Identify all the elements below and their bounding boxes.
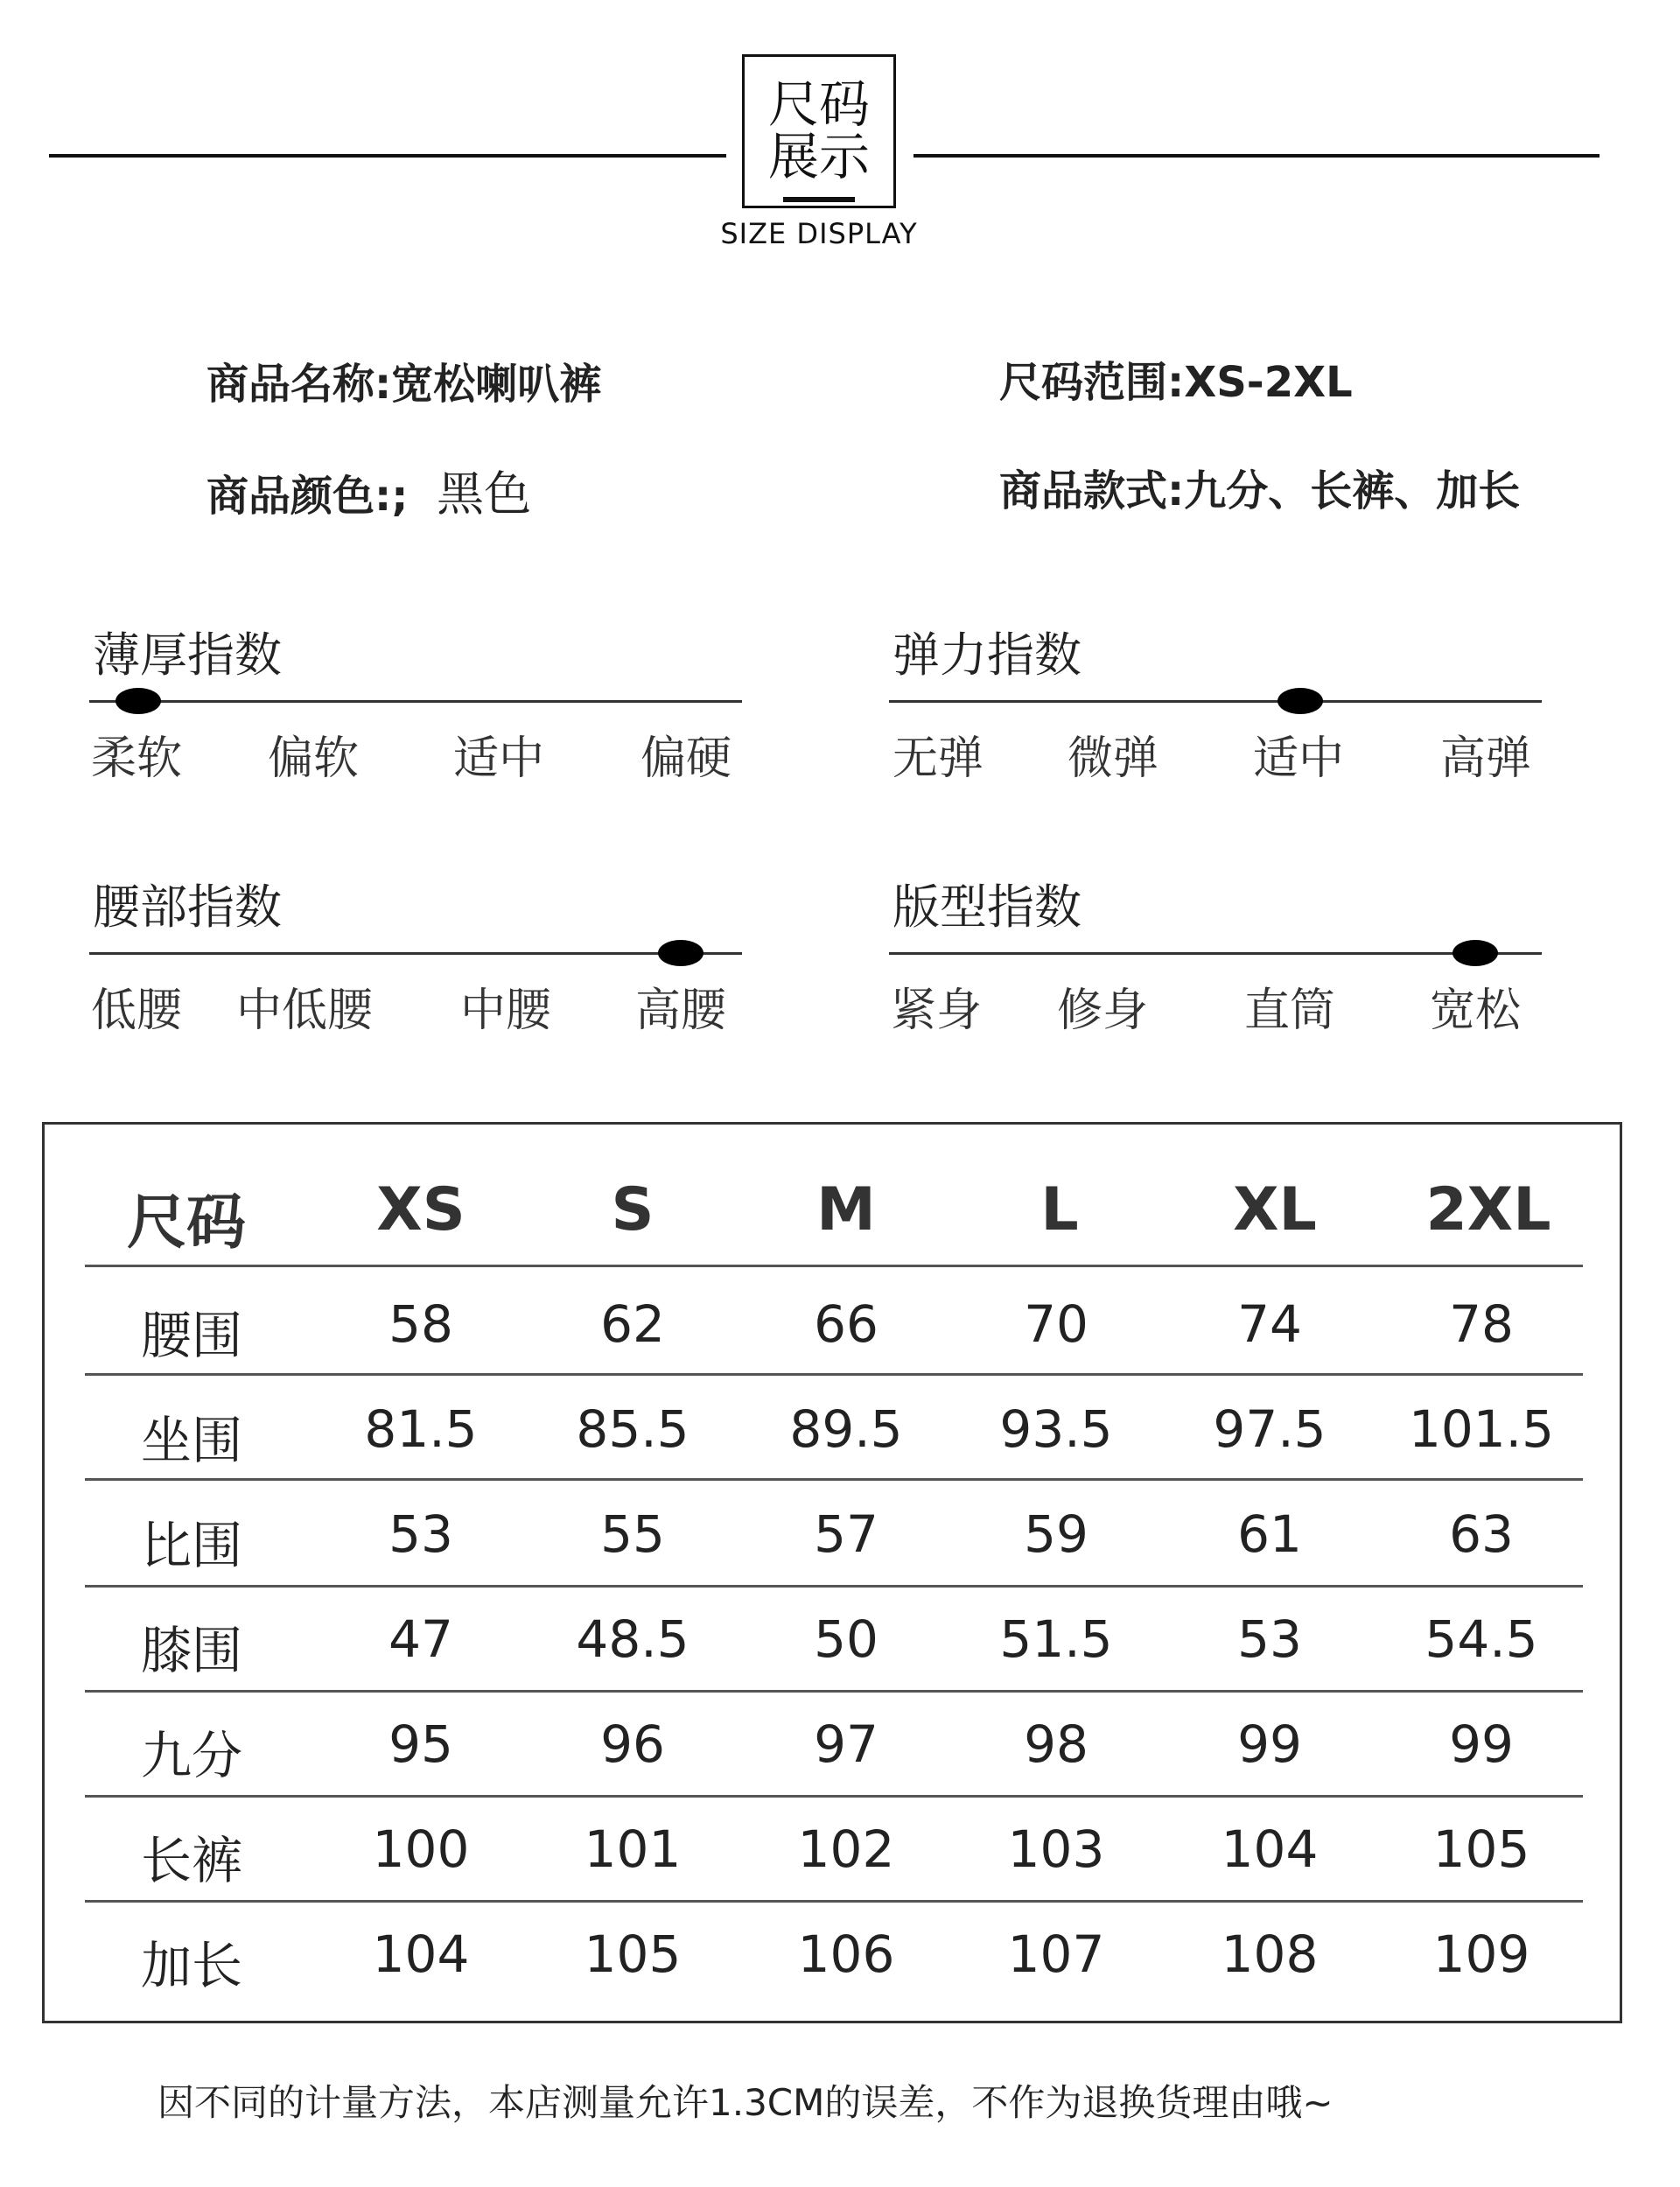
table-cell: 78 — [1449, 1294, 1514, 1354]
table-cell: 62 — [600, 1294, 665, 1354]
title-underline — [783, 197, 855, 202]
table-cell: 54.5 — [1424, 1609, 1538, 1669]
product-style: 商品款式:九分、长裤、加长 — [999, 466, 1521, 515]
scale-track — [889, 952, 1542, 955]
table-header-cell: 2XL — [1425, 1175, 1551, 1244]
product-name: 商品名称:宽松喇叭裤 — [206, 360, 602, 409]
scale-option: 中腰 — [459, 985, 552, 1037]
scale-option: 偏硬 — [640, 733, 732, 785]
table-cell: 98 — [1024, 1714, 1088, 1774]
scale-indicator-dot — [1452, 940, 1498, 966]
header-line-left — [49, 154, 726, 158]
table-row-label: 比围 — [140, 1516, 243, 1575]
scale-title: 版型指数 — [892, 880, 1082, 935]
scale-option: 柔软 — [90, 733, 183, 785]
scale-title: 弹力指数 — [892, 627, 1082, 683]
table-cell: 97 — [814, 1714, 878, 1774]
table-cell: 108 — [1221, 1924, 1319, 1984]
table-cell: 66 — [814, 1294, 878, 1354]
scale-option: 适中 — [1252, 733, 1345, 785]
table-cell: 104 — [1221, 1819, 1319, 1879]
size-range: 尺码范围:XS-2XL — [999, 358, 1353, 407]
table-cell: 107 — [1007, 1924, 1105, 1984]
table-cell: 59 — [1024, 1504, 1088, 1564]
table-row-label: 加长 — [140, 1936, 243, 1995]
table-header-cell: XL — [1233, 1175, 1317, 1244]
table-cell: 61 — [1237, 1504, 1302, 1564]
size-table — [42, 1122, 1622, 2023]
scale-indicator-dot — [1278, 688, 1323, 714]
scale-thickness — [89, 618, 742, 810]
table-header-cell: S — [611, 1175, 654, 1244]
table-cell: 74 — [1237, 1294, 1302, 1354]
table-cell: 51.5 — [999, 1609, 1113, 1669]
table-header-cell: 尺码 — [126, 1188, 247, 1258]
table-cell: 93.5 — [999, 1399, 1113, 1459]
table-divider — [85, 1373, 1583, 1376]
scale-option: 偏软 — [267, 733, 360, 785]
table-row-label: 九分 — [140, 1726, 243, 1785]
size-display-title-box — [742, 54, 896, 208]
scale-option: 直筒 — [1243, 985, 1336, 1037]
table-cell: 58 — [388, 1294, 453, 1354]
table-cell: 101.5 — [1408, 1399, 1555, 1459]
scale-option: 宽松 — [1429, 985, 1522, 1037]
table-cell: 53 — [1237, 1609, 1302, 1669]
table-cell: 101 — [584, 1819, 682, 1879]
table-cell: 53 — [388, 1504, 453, 1564]
table-cell: 63 — [1449, 1504, 1514, 1564]
scale-option: 高腰 — [634, 985, 727, 1037]
scale-elasticity — [889, 618, 1542, 810]
scale-waist — [89, 870, 742, 1062]
table-cell: 100 — [372, 1819, 470, 1879]
scale-indicator-dot — [658, 940, 704, 966]
table-header-cell: L — [1040, 1175, 1079, 1244]
table-cell: 105 — [584, 1924, 682, 1984]
table-divider — [85, 1265, 1583, 1267]
title-line-2: 展示 — [767, 127, 870, 186]
table-cell: 47 — [388, 1609, 453, 1669]
scale-option: 无弹 — [892, 733, 984, 785]
table-divider — [85, 1690, 1583, 1693]
table-cell: 103 — [1007, 1819, 1105, 1879]
table-cell: 99 — [1237, 1714, 1302, 1774]
scale-track — [89, 700, 742, 703]
scale-track — [89, 952, 742, 955]
table-cell: 55 — [600, 1504, 665, 1564]
table-divider — [85, 1585, 1583, 1588]
table-cell: 97.5 — [1213, 1399, 1326, 1459]
scale-option: 高弹 — [1439, 733, 1532, 785]
table-cell: 106 — [797, 1924, 895, 1984]
product-color — [206, 457, 531, 524]
table-cell: 105 — [1432, 1819, 1530, 1879]
scale-option: 紧身 — [890, 985, 983, 1037]
product-color-value: 黑色 — [437, 466, 532, 522]
scale-title: 薄厚指数 — [93, 627, 282, 683]
table-header-cell: M — [816, 1175, 876, 1244]
table-row-label: 坐围 — [140, 1411, 243, 1470]
scale-option: 修身 — [1056, 985, 1149, 1037]
table-cell: 48.5 — [576, 1609, 690, 1669]
table-row-label: 腰围 — [140, 1306, 243, 1365]
table-cell: 57 — [814, 1504, 878, 1564]
product-color-label: 商品颜色:; — [206, 472, 409, 521]
table-cell: 85.5 — [576, 1399, 690, 1459]
scale-option: 中低腰 — [235, 985, 374, 1037]
table-cell: 95 — [388, 1714, 453, 1774]
scale-title: 腰部指数 — [93, 880, 282, 935]
table-divider — [85, 1795, 1583, 1798]
table-cell: 89.5 — [789, 1399, 903, 1459]
subtitle: SIZE DISPLAY — [720, 217, 918, 250]
table-divider — [85, 1478, 1583, 1481]
scale-option: 低腰 — [90, 985, 183, 1037]
scale-option: 适中 — [452, 733, 545, 785]
table-cell: 102 — [797, 1819, 895, 1879]
scale-track — [889, 700, 1542, 703]
table-cell: 104 — [372, 1924, 470, 1984]
table-row-label: 膝围 — [140, 1621, 243, 1680]
measurement-note: 因不同的计量方法，本店测量允许1.3CM的误差，不作为退换货理由哦~ — [158, 2081, 1334, 2124]
table-cell: 50 — [814, 1609, 878, 1669]
table-divider — [85, 1900, 1583, 1903]
table-row-label: 长裤 — [140, 1831, 243, 1890]
table-cell: 81.5 — [364, 1399, 478, 1459]
title-line-1: 尺码 — [767, 74, 870, 134]
scale-indicator-dot — [116, 688, 161, 714]
header-line-right — [914, 154, 1600, 158]
scale-fit — [889, 870, 1542, 1062]
table-cell: 70 — [1024, 1294, 1088, 1354]
table-cell: 96 — [600, 1714, 665, 1774]
table-cell: 99 — [1449, 1714, 1514, 1774]
table-header-cell: XS — [376, 1175, 466, 1244]
table-cell: 109 — [1432, 1924, 1530, 1984]
scale-option: 微弹 — [1067, 733, 1159, 785]
